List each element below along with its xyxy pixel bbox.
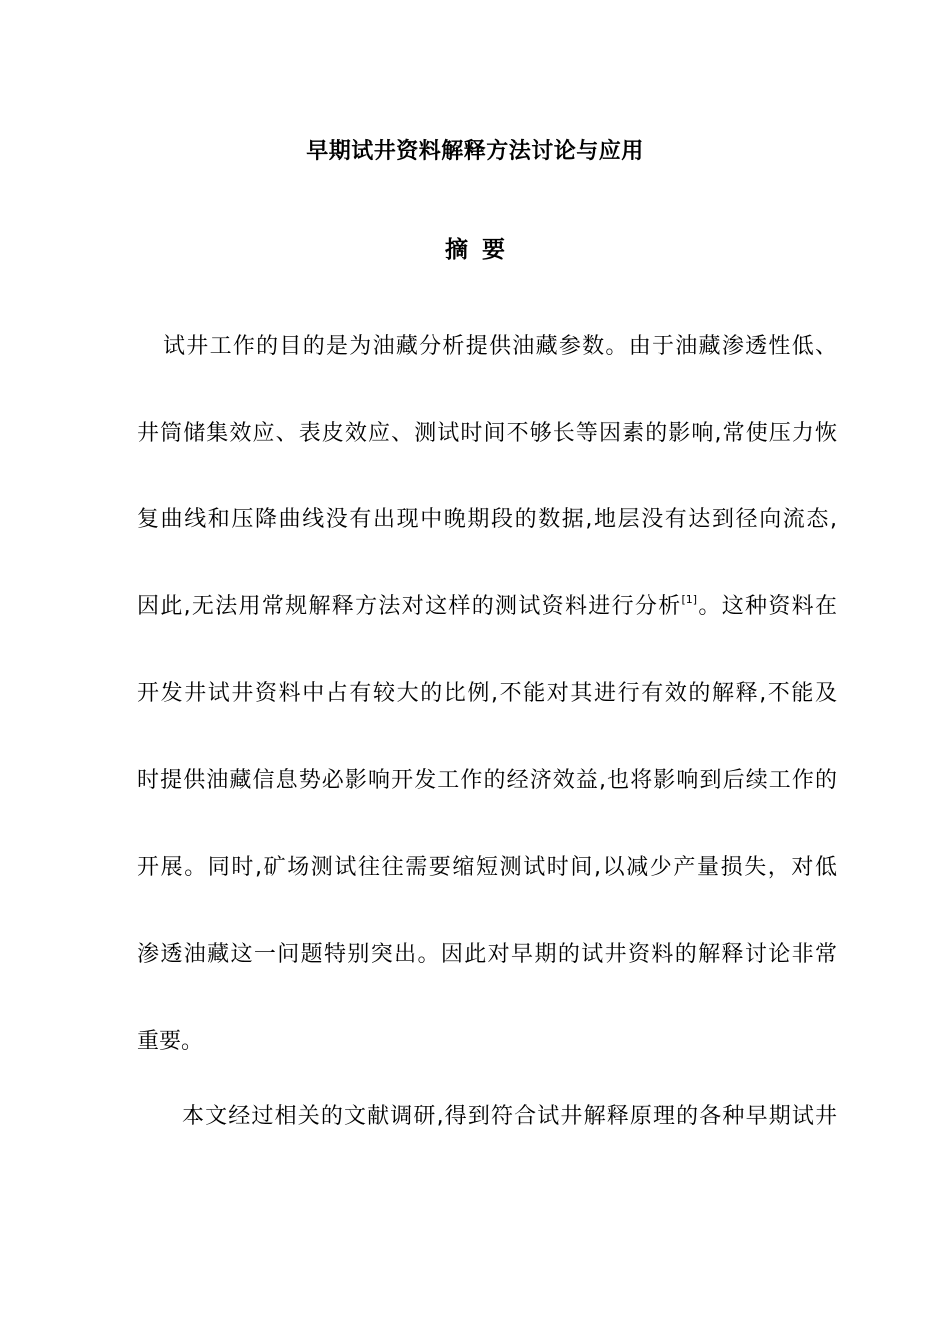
paragraph-2-line-1: 本文经过相关的文献调研,得到符合试井解释原理的各种早期试井 [182, 1104, 837, 1129]
abstract-heading: 摘要 [445, 237, 519, 263]
paragraph-1-line-3: 复曲线和压降曲线没有出现中晚期段的数据,地层没有达到径向流态, [137, 507, 837, 532]
paragraph-1-line-2: 井筒储集效应、表皮效应、测试时间不够长等因素的影响,常使压力恢 [137, 421, 837, 446]
paragraph-1-line-7: 开展。同时,矿场测试往往需要缩短测试时间,以减少产量损失，对低 [137, 855, 837, 880]
citation-marker: [1] [681, 593, 698, 606]
paragraph-1-line-4 [137, 589, 837, 625]
paragraph-1-line-6: 时提供油藏信息势必影响开发工作的经济效益,也将影响到后续工作的 [137, 768, 837, 793]
document-title: 早期试井资料解释方法讨论与应用 [306, 139, 644, 164]
paragraph-1-line-4-tail: 。这种资料在 [697, 594, 837, 619]
paragraph-1-line-4-text: 因此,无法用常规解释方法对这样的测试资料进行分析 [137, 594, 682, 619]
paragraph-1-line-9: 重要。 [137, 1029, 204, 1054]
paragraph-1-line-8: 渗透油藏这一问题特别突出。因此对早期的试井资料的解释讨论非常 [137, 942, 837, 967]
paragraph-1-line-5: 开发井试井资料中占有较大的比例,不能对其进行有效的解释,不能及 [137, 681, 837, 706]
paragraph-1-line-1: 试井工作的目的是为油藏分析提供油藏参数。由于油藏渗透性低、 [163, 334, 837, 359]
